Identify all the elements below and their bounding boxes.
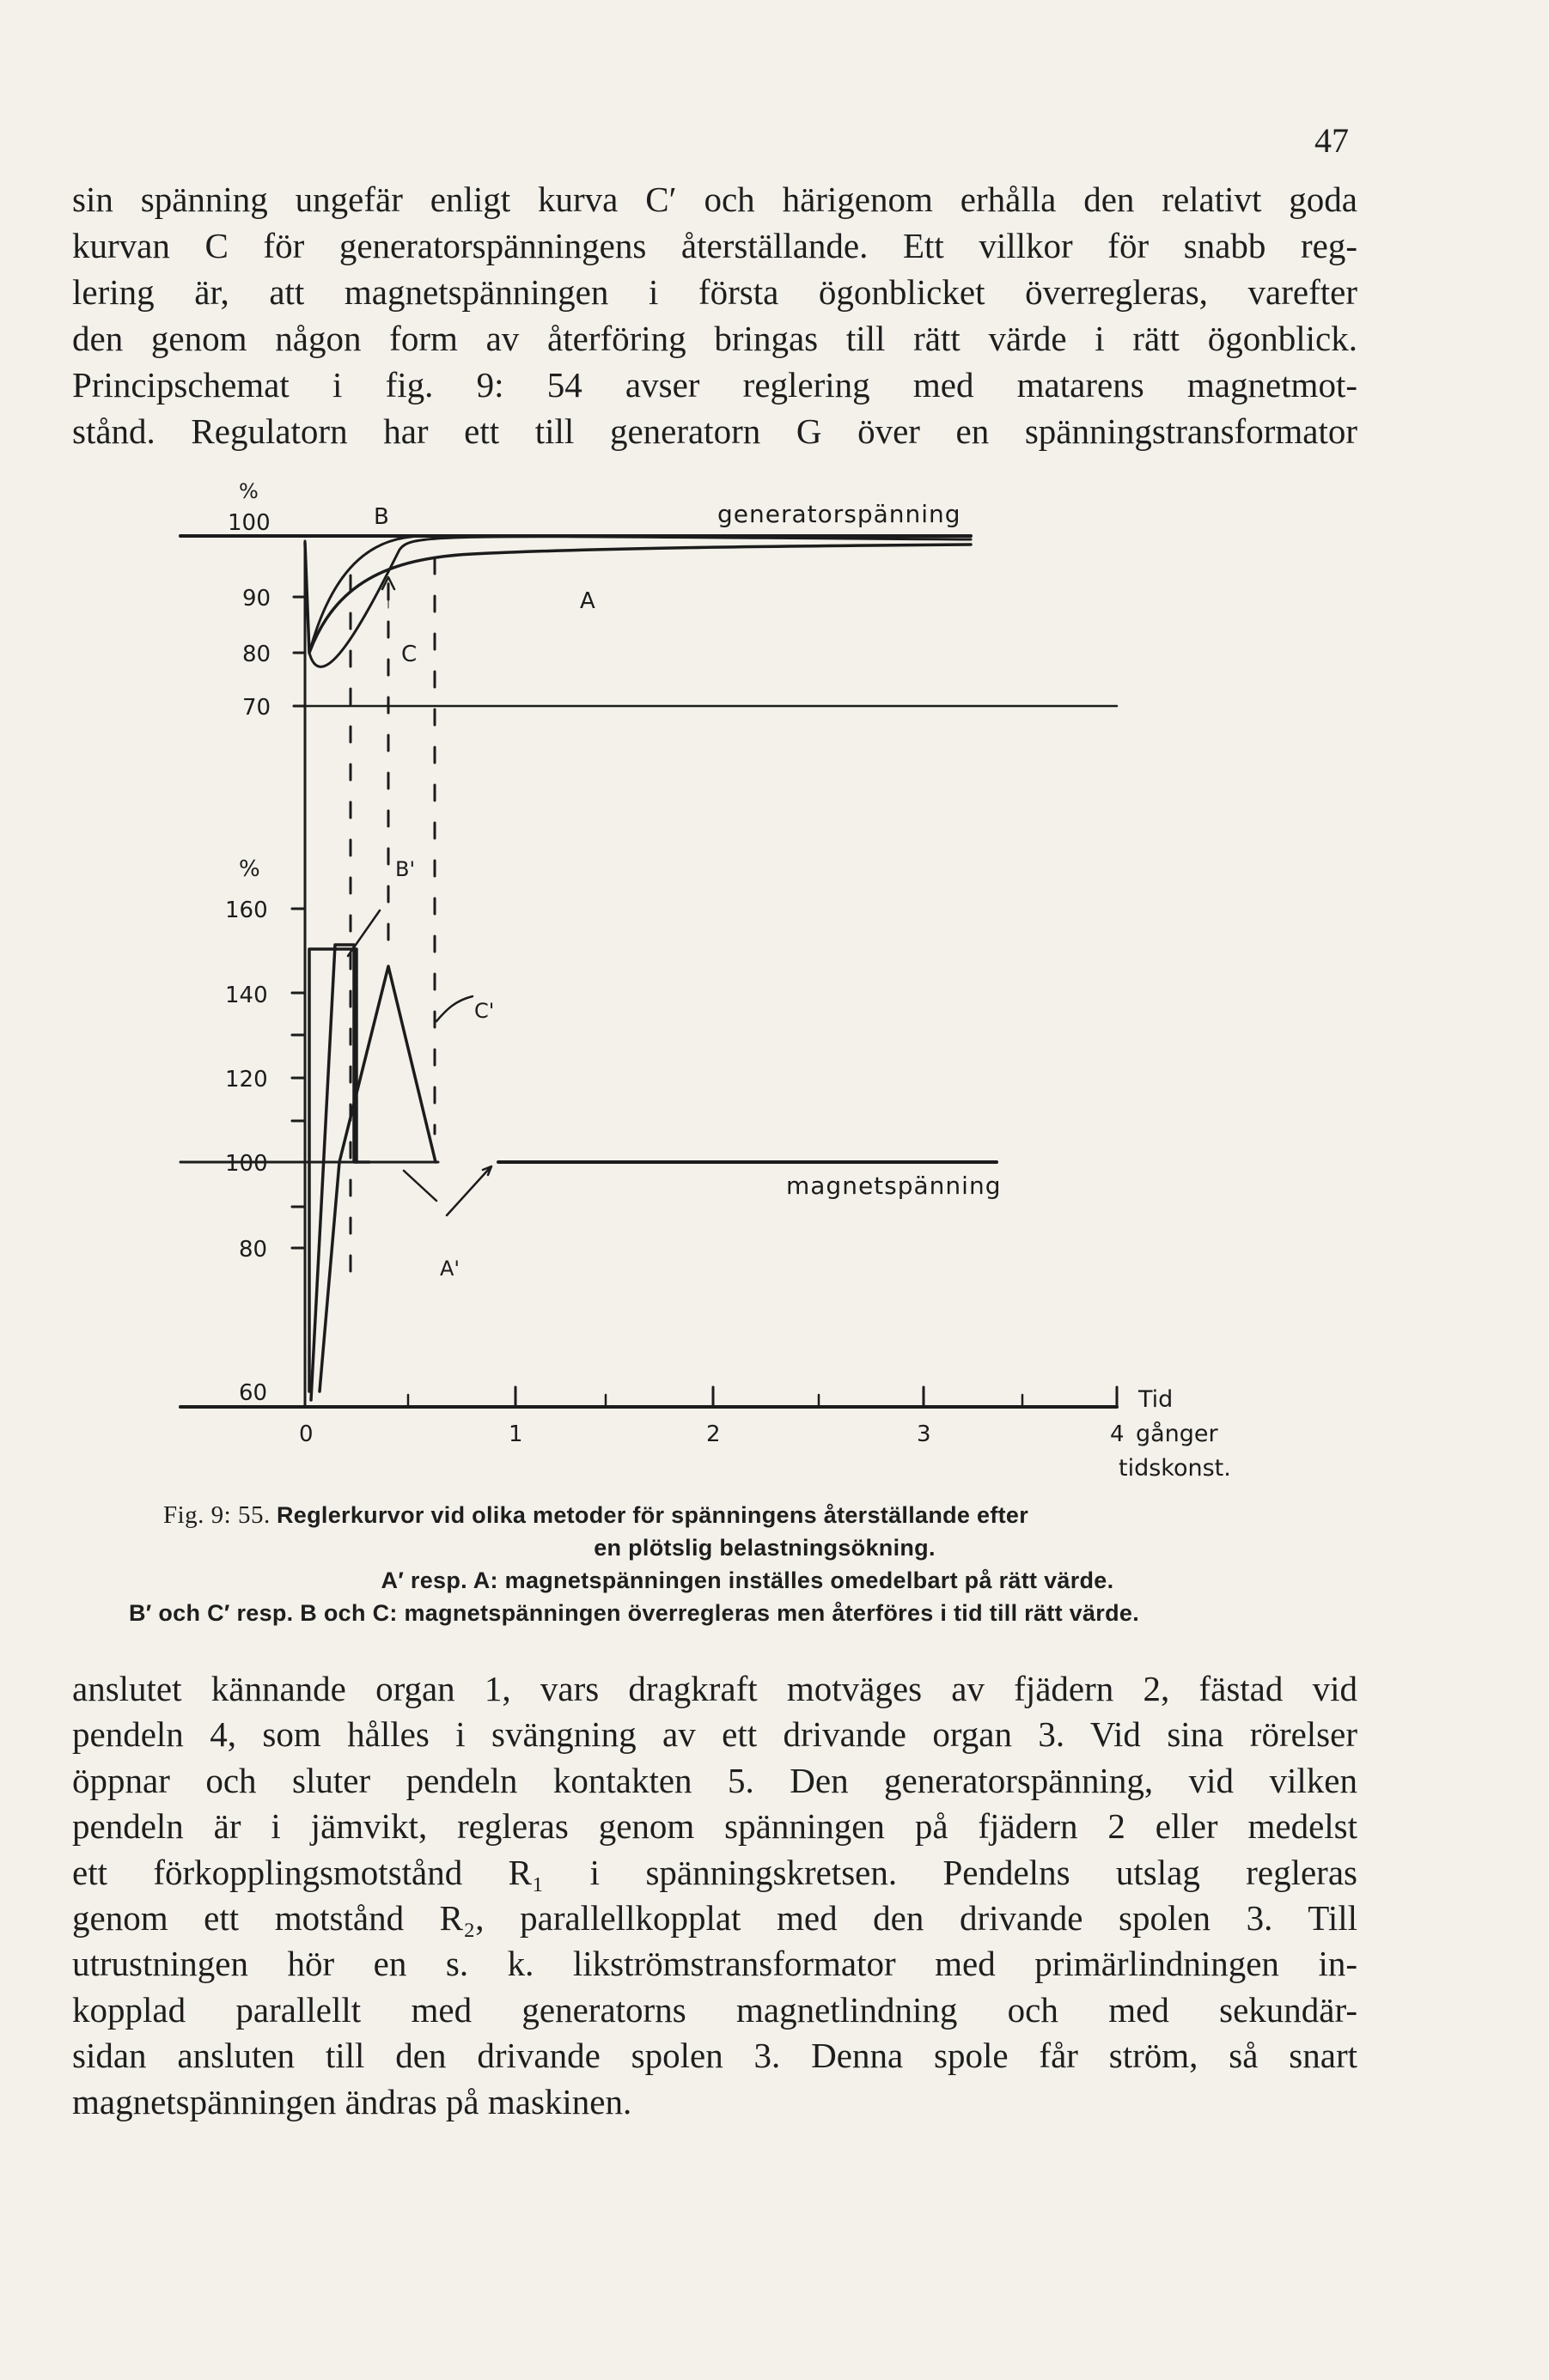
x-tick-1: 1 [509, 1421, 523, 1447]
label-magnetspanning: magnetspänning [786, 1172, 1002, 1200]
label-curve-bprime: B' [395, 857, 416, 881]
bottom-tick-120: 120 [225, 1067, 268, 1093]
top-tick-80: 80 [242, 642, 271, 667]
page-number: 47 [1314, 121, 1349, 160]
top-tick-90: 90 [242, 586, 271, 612]
figure-svg [163, 481, 1366, 1494]
text-line: pendeln är i jämvikt, regleras genom spänningen på fjädern 2 eller medelst [72, 1806, 1357, 1847]
top-tick-70: 70 [242, 695, 271, 721]
text-line: kurvan C för generatorspänningens återställande. Ett villkor för snabb reg- [72, 226, 1357, 265]
caption-fig-label: Fig. 9: 55. [163, 1501, 271, 1529]
curve-cprime [320, 966, 436, 1391]
x-label-ganger: gånger [1136, 1421, 1218, 1447]
text-line: Principschemat i fig. 9: 54 avser reglering med matarens magnetmot- [72, 365, 1357, 405]
bottom-tick-60: 60 [239, 1380, 268, 1406]
bottom-tick-80: 80 [239, 1237, 268, 1263]
top-tick-100: 100 [228, 510, 271, 536]
figure-caption [129, 1499, 1366, 1629]
text-line: genom ett motstånd R₂, parallellkopplat med den drivande spolen 3. Till [72, 1898, 1357, 1939]
caption-line: A′ resp. A: magnetspänningen inställes omedelbart på rätt värde. [381, 1567, 1114, 1593]
bottom-tick-140: 140 [225, 983, 268, 1008]
x-tick-3: 3 [917, 1421, 931, 1447]
label-curve-a: A [580, 588, 595, 614]
text-line: pendeln 4, som hålles i svängning av ett drivande organ 3. Vid sina rörelser [72, 1714, 1357, 1755]
text-line: anslutet kännande organ 1, vars dragkraft motväges av fjädern 2, fästad vid [72, 1669, 1357, 1708]
caption-line: en plötslig belastningsökning. [594, 1535, 936, 1561]
paragraph-top [72, 176, 1357, 454]
label-curve-c: C [401, 642, 418, 667]
caption-line: B′ och C′ resp. B och C: magnetspänningen överregleras men återföres i tid till rätt värde. [129, 1600, 1140, 1626]
label-generatorspanning: generatorspänning [717, 500, 961, 528]
text-line: stånd. Regulatorn har ett till generatorn G över en spänningstransformator [72, 411, 1357, 451]
curve-b [309, 536, 971, 653]
paragraph-bottom [72, 1666, 1357, 2125]
label-curve-b: B [374, 504, 389, 530]
text-line: den genom någon form av återföring bringas till rätt värde i rätt ögonblick. [72, 319, 1357, 358]
text-line: lering är, att magnetspänningen i första ögonblicket överregleras, varefter [72, 272, 1357, 312]
text-line: sidan ansluten till den drivande spolen 3. Denna spole får ström, så snart [72, 2036, 1357, 2076]
x-tick-0: 0 [299, 1421, 314, 1447]
curve-bprime [311, 945, 369, 1400]
label-curve-cprime: C' [474, 999, 495, 1023]
text-line: ett förkopplingsmotstånd R₁ i spänningskretsen. Pendelns utslag regleras [72, 1852, 1357, 1892]
text-line: utrustningen hör en s. k. likströmstransformator med primärlindningen in- [72, 1944, 1357, 1984]
top-unit-label: % [239, 481, 259, 503]
label-curve-aprime: A' [440, 1257, 460, 1281]
curve-a [305, 543, 971, 653]
x-label-tidskonst: tidskonst. [1119, 1455, 1231, 1482]
bottom-tick-100: 100 [225, 1151, 268, 1177]
text-line: magnetspänningen ändras på maskinen. [72, 2081, 632, 2121]
bottom-unit-label: % [239, 856, 260, 882]
caption-line: Reglerkurvor vid olika metoder för spänningens återställande efter [277, 1502, 1029, 1528]
text-line: kopplad parallellt med generatorns magnetlindning och med sekundär- [72, 1989, 1357, 2030]
x-tick-2: 2 [706, 1421, 721, 1447]
x-label-tid: Tid [1138, 1386, 1174, 1413]
text-line: sin spänning ungefär enligt kurva C′ och härigenom erhålla den relativt goda [72, 180, 1357, 219]
figure-regulation-curves [163, 481, 1366, 1494]
bottom-tick-160: 160 [225, 898, 268, 923]
text-line: öppnar och sluter pendeln kontakten 5. Den generatorspänning, vid vilken [72, 1760, 1357, 1800]
x-tick-4: 4 [1110, 1421, 1125, 1447]
